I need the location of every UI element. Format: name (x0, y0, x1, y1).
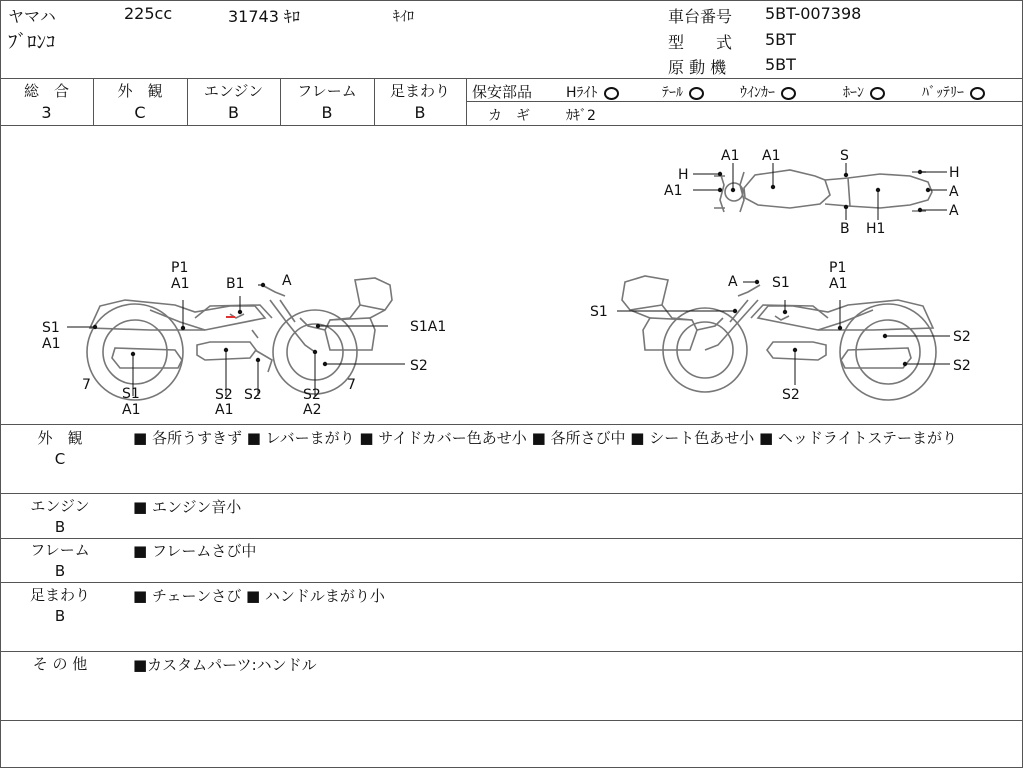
diagram-label: S1A1 (410, 319, 447, 335)
diagram-label: A1 (171, 276, 190, 292)
diagram-label: S2 (244, 387, 262, 403)
divider (0, 424, 1022, 425)
grade-suspension-label: 足まわり (389, 82, 450, 100)
note-text: ■ チェーンさび ■ ハンドルまがり小 (133, 587, 385, 605)
grade-frame-label: フレーム (297, 82, 357, 100)
safety-item-battery (922, 82, 985, 102)
diagram-label: H1 (866, 221, 886, 237)
note-label: 足まわり B (29, 586, 90, 625)
ok-circle-icon (604, 87, 619, 100)
grade-frame-value: B (321, 103, 333, 122)
diagram-label: A1 (215, 402, 234, 418)
grade-total-label: 総 合 (23, 82, 69, 100)
note-text: ■ エンジン音小 (133, 498, 242, 516)
ok-circle-icon (870, 87, 885, 100)
frame-no-label: 車台番号 (668, 7, 733, 26)
ok-circle-icon (970, 87, 985, 100)
key-value: ｶｷﾞ2 (566, 108, 596, 124)
mileage-unit: ｷｲﾛ (393, 9, 414, 25)
diagram-label: S1 (122, 386, 140, 402)
grade-exterior-label: 外 観 (117, 82, 163, 100)
safety-item-label: ｳｲﾝｶｰ (740, 85, 775, 101)
divider (0, 78, 1022, 79)
note-label: エンジン B (30, 497, 90, 536)
frame-no: 5BT-007398 (765, 4, 862, 23)
diagram-label: P1 (829, 260, 847, 276)
diagram-label: S2 (303, 387, 321, 403)
diagram-label: A1 (664, 183, 683, 199)
diagram-label: A1 (42, 336, 61, 352)
diagram-label: A (949, 203, 959, 219)
damage-markers (93, 170, 930, 366)
diagram-label: 7 (347, 377, 356, 393)
safety-item-winker (740, 82, 796, 102)
divider (0, 538, 1022, 539)
diagram-label: S1 (590, 304, 608, 320)
engine-label: 原 動 機 (668, 58, 727, 77)
divider (0, 582, 1022, 583)
diagram-label: A1 (721, 148, 740, 164)
maker-name: ヤマハ (8, 7, 56, 26)
diagram-label: S2 (782, 387, 800, 403)
note-label: 外 観 C (37, 429, 83, 468)
safety-item-tail (662, 82, 704, 102)
diagram-label: S (840, 148, 849, 164)
ok-circle-icon (689, 87, 704, 100)
grade-exterior-value: C (134, 103, 146, 122)
key-label: カ ギ (488, 108, 530, 124)
diagram-label: A (728, 274, 738, 290)
safety-item-label: ﾎｰﾝ (843, 85, 864, 101)
diagram-label: S2 (410, 358, 428, 374)
diagram-label: S2 (953, 329, 971, 345)
diagram-label: S2 (215, 387, 233, 403)
divider (0, 493, 1022, 494)
diagram-label: H (678, 167, 689, 183)
mileage: 31743 ｷﾛ (228, 7, 300, 26)
diagram-label: 7 (82, 377, 91, 393)
note-text: ■カスタムパーツ:ハンドル (133, 656, 317, 674)
divider (0, 651, 1022, 652)
divider (466, 78, 467, 125)
bike-right-view (622, 276, 936, 400)
engine-value: 5BT (765, 55, 796, 74)
divider (0, 720, 1022, 721)
grade-engine-value: B (228, 103, 239, 122)
diagram-label: P1 (171, 260, 189, 276)
damage-diagram (0, 126, 1022, 424)
safety-item-horn (843, 82, 885, 102)
safety-label: 保安部品 (472, 83, 533, 101)
diagram-label: B1 (226, 276, 245, 292)
safety-item-label: ﾊﾞｯﾃﾘｰ (922, 85, 964, 101)
diagram-label: A (949, 184, 959, 200)
diagram-label: A1 (829, 276, 848, 292)
diagram-label: A1 (122, 402, 141, 418)
safety-item-label: ﾃｰﾙ (662, 85, 683, 101)
note-label: そ の 他 (32, 655, 88, 673)
note-label: フレーム B (30, 541, 90, 580)
diagram-label: S2 (953, 358, 971, 374)
diagram-label: S1 (42, 320, 60, 336)
red-mark (226, 316, 235, 318)
grade-suspension-value: B (414, 103, 426, 122)
diagram-label: H (949, 165, 960, 181)
type-label: 型 式 (668, 33, 733, 52)
grade-total-value: 3 (41, 103, 52, 122)
displacement: 225cc (124, 4, 173, 23)
diagram-label: A1 (762, 148, 781, 164)
diagram-label: B (840, 221, 850, 237)
model-name: ﾌﾞﾛﾝｺ (8, 31, 56, 53)
safety-item-label: Hﾗｲﾄ (566, 85, 598, 101)
diagram-label: S1 (772, 275, 790, 291)
safety-item-headlight (566, 82, 619, 102)
note-text: ■ 各所うすきず ■ レバーまがり ■ サイドカバー色あせ小 ■ 各所さび中 ■ シート色あせ小 ■ ヘッドライトステーまがり (133, 429, 958, 447)
ok-circle-icon (781, 87, 796, 100)
diagram-label: A (282, 273, 292, 289)
bike-top-view (714, 170, 932, 212)
diagram-label: A2 (303, 402, 322, 418)
type-value: 5BT (765, 30, 796, 49)
note-text: ■ フレームさび中 (133, 542, 257, 560)
grade-engine-label: エンジン (203, 82, 264, 100)
